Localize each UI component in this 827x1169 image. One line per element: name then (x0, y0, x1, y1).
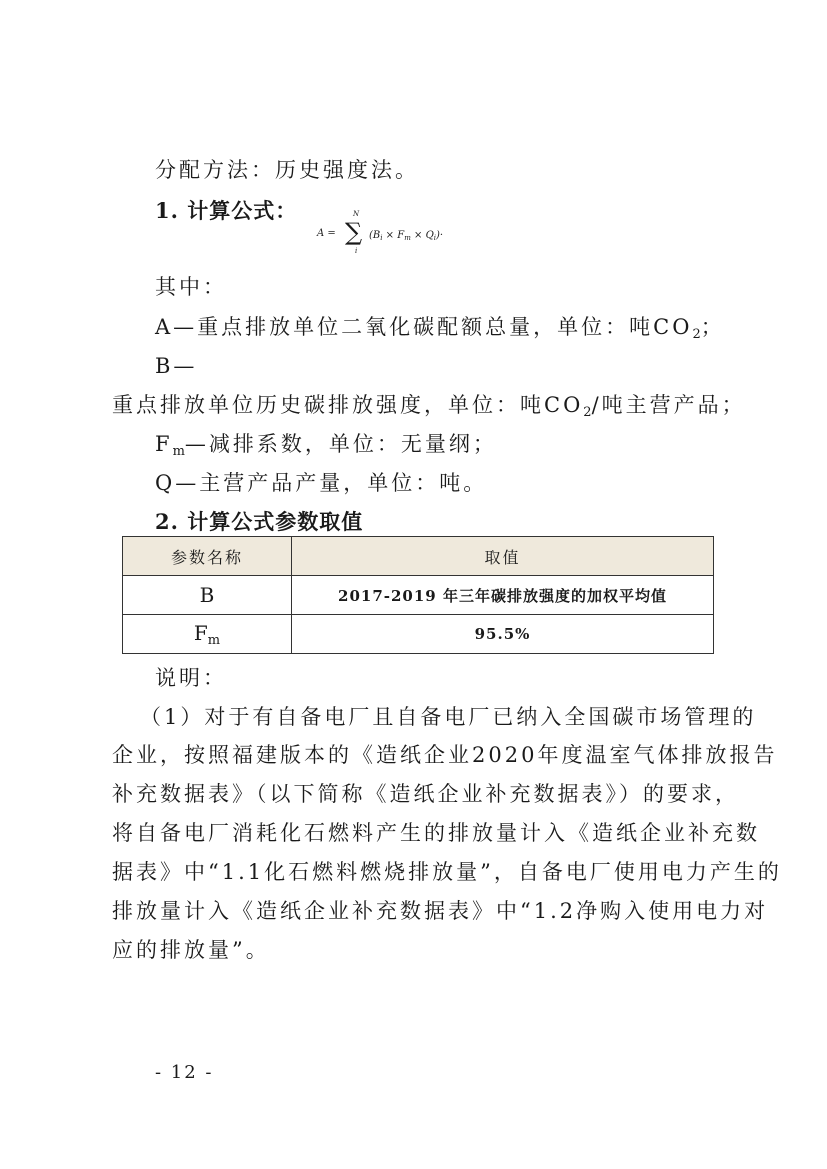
page-number: - 12 - (155, 1062, 214, 1083)
definition-fm: $F_m—$减排系数，单位：无量纲； (155, 432, 497, 459)
table-header-row (123, 537, 714, 576)
formula-image (315, 206, 475, 256)
formula-upper-limit: N (353, 210, 360, 218)
note-line-2: 企业，按照福建版本的《造纸企业2020年度温室气体排放报告 (112, 743, 778, 767)
definition-b-body: 重点排放单位历史碳排放强度，单位：吨$CO_2/$吨主营产品； (112, 393, 746, 420)
note-line-4: 将自备电厂消耗化石燃料产生的排放量计入《造纸企业补充数 (112, 821, 760, 845)
formula-lhs: A = (317, 228, 336, 239)
note-line-1: （1）对于有自备电厂且自备电厂已纳入全国碳市场管理的 (140, 705, 757, 729)
where-text: 其中： (155, 275, 227, 299)
formula-lower-limit: i (355, 247, 358, 255)
note-line-5: 据表》中“1.1化石燃料燃烧排放量”，自备电厂使用电力产生的 (112, 860, 782, 884)
table-header-name: 参数名称 (123, 537, 292, 576)
note-line-3: 补充数据表》（以下简称《造纸企业补充数据表》）的要求， (112, 782, 739, 806)
section-1-heading: 1. 计算公式： (155, 198, 298, 223)
table-cell-param-value: 95.5% (292, 615, 714, 654)
note-line-7: 应的排放量”。 (112, 938, 270, 962)
table-cell-param-value: 2017-2019 年三年碳排放强度的加权平均值 (292, 576, 714, 615)
table-header-value: 取值 (292, 537, 714, 576)
section-2-heading: 2. 计算公式参数取值 (155, 509, 364, 534)
formula-body: $(B_i \times F_m \times Q_i)\cdot$ (369, 230, 444, 242)
definition-q: Q—主营产品产量，单位：吨。 (155, 471, 488, 495)
definition-a: A—重点排放单位二氧化碳配额总量，单位：吨$CO_2$； (155, 315, 725, 342)
table-cell-param-name: $F_m$ (123, 615, 292, 654)
table-row (123, 576, 714, 615)
note-line-6: 排放量计入《造纸企业补充数据表》中“1.2净购入使用电力对 (112, 899, 769, 923)
table-row (123, 615, 714, 654)
definition-b-heading: B— (155, 354, 198, 378)
summation-symbol: ∑ (345, 218, 363, 246)
allocation-method-text: 分配方法：历史强度法。 (155, 158, 419, 182)
parameter-table (122, 536, 714, 654)
explanation-label: 说明： (155, 666, 227, 690)
table-cell-param-name: B (123, 576, 292, 615)
